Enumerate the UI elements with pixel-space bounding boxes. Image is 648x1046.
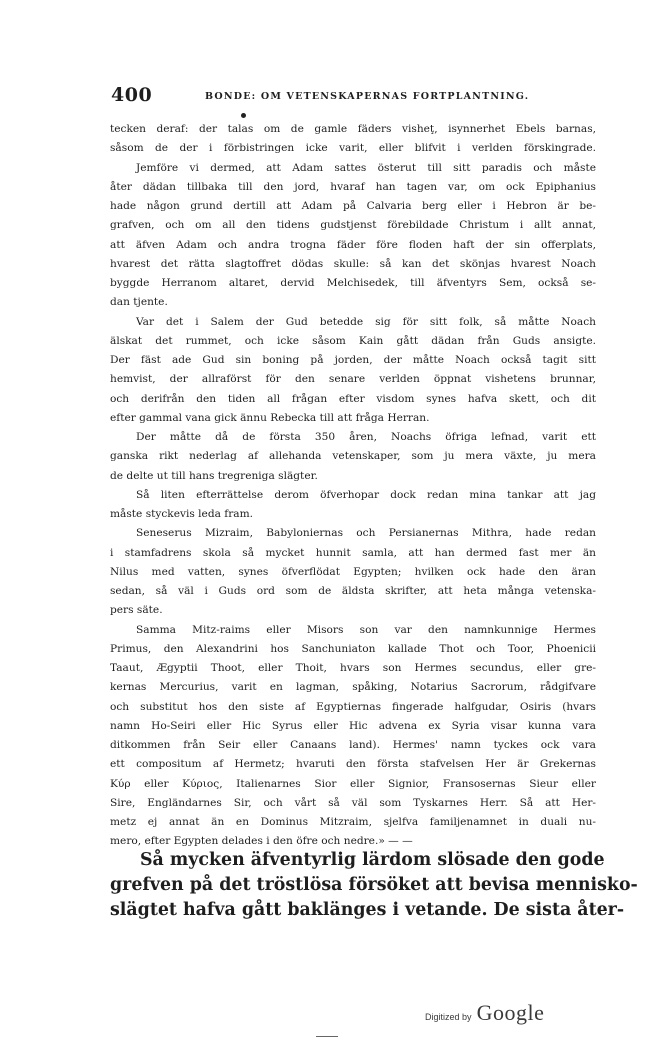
text-line: Samma Mitz-raims eller Misors son var den namnkunnige Hermes — [136, 623, 596, 636]
digitized-watermark — [425, 1000, 544, 1026]
text-line: dan tjente. — [110, 296, 168, 309]
text-line: efter gammal vana gick ännu Rebecka till att fråga Herran. — [110, 411, 430, 424]
text-line: och substitut hos den siste af Egyptiernas fingerade halfgudar, Osiris (hvars — [110, 700, 596, 713]
text-line: de delte ut till hans tregreniga slägter. — [110, 469, 318, 482]
body-paragraph — [110, 848, 638, 923]
text-line: och derifrån den tiden all frågan efter visdom synes hafva skett, och dit — [110, 392, 596, 405]
text-line: åter dädan tillbaka till den jord, hvaraf han tagen var, om ock Epiphanius — [110, 180, 596, 193]
body-line: slägtet hafva gått baklänges i vetande. De sista åter- — [110, 900, 625, 920]
text-line: kernas Mercurius, varit en lagman, spåking, Notarius Sacrorum, rådgifvare — [110, 681, 596, 694]
text-line: mero, efter Egypten delades i den öfre och nedre.» — — — [110, 835, 413, 848]
text-line: metz ej annat än en Dominus Mitzraim, sjelfva familjenamnet in duali nu- — [110, 816, 596, 828]
text-line: Seneserus Mizraim, Babyloniernas och Persianernas Mithra, hade redan — [136, 527, 596, 540]
text-line: Var det i Salem der Gud betedde sig för sitt folk, så måtte Noach — [136, 315, 596, 328]
text-line: Primus, den Alexandrini hos Sanchuniaton kallade Thot och Toor, Phoenicii — [110, 642, 596, 655]
text-line: pers säte. — [110, 604, 163, 617]
text-line: älskat det rummet, och icke såsom Kain gått dädan från Guds ansigte. — [110, 334, 596, 347]
printer-mark-dot — [241, 113, 246, 118]
body-line: Så mycken äfventyrlig lärdom slösade den gode — [140, 850, 605, 870]
text-line: måste styckevis leda fram. — [110, 508, 254, 520]
text-line: Der fäst ade Gud sin boning på jorden, der måtte Noach också tagit sitt — [110, 354, 596, 366]
footer-rule — [316, 1036, 338, 1037]
text-line: sedan, så väl i Guds ord som de äldsta skrifter, att heta många vetenska- — [110, 585, 596, 597]
quote-block — [110, 120, 596, 852]
text-line: ett compositum af Hermetz; hvaruti den första stafvelsen Her är Grekernas — [110, 758, 596, 771]
running-head: BONDE: OM VETENSKAPERNAS FORTPLANTNING. — [205, 91, 530, 102]
text-line: ditkommen från Seir eller Canaans land). Hermes' namn tyckes ock vara — [110, 739, 596, 751]
text-line: Nilus med vatten, synes öfverflödat Egypten; hvilken ock hade den äran — [110, 565, 596, 578]
text-line: Sire, Engländarnes Sir, och vårt så väl som Tyskarnes Herr. Så att Her- — [110, 796, 596, 809]
text-line: ganska rikt nederlag af allehanda vetenskaper, som ju mera växte, ju mera — [110, 450, 596, 463]
text-line: att äfven Adam och andra trogna fäder före floden haft der sin offerplats, — [110, 238, 596, 251]
text-line: namn Ho-Seiri eller Hic Syrus eller Hic advena ex Syria visar kunna vara — [110, 719, 596, 732]
text-line: såsom de der i förbistringen icke varit, eller blifvit i verlden förskingrade. — [110, 142, 596, 155]
text-line: Taaut, Ægyptii Thoot, eller Thoit, hvars son Hermes secundus, eller gre- — [110, 662, 596, 674]
page-number: 400 — [111, 84, 153, 106]
text-line: hemvist, der allraförst för den senare verlden öppnat vishetens brunnar, — [110, 373, 596, 386]
text-line: hade någon grund dertill att Adam på Calvaria berg eller i Hebron är be- — [110, 200, 596, 212]
body-line: grefven på det tröstlösa försöket att bevisa mennisko- — [110, 875, 638, 895]
watermark-prefix: Digitized by — [425, 1012, 472, 1022]
text-line: hvarest det rätta slagtoffret dödas skulle: så kan det skönjas hvarest Noach — [110, 257, 596, 270]
text-line: Κύρ eller Κύριος, Italienarnes Sior eller Signior, Fransosernas Sieur eller — [110, 777, 596, 790]
text-line: tecken deraf: der talas om de gamle fäders visheţ, isynnerhet Ebels barnas, — [110, 123, 596, 135]
text-line: byggde Herranom altaret, dervid Melchisedek, till äfventyrs Sem, också se- — [110, 277, 596, 289]
text-line: Så liten efterrättelse derom öfverhopar dock redan mina tankar att jag — [136, 488, 596, 501]
text-line: Jemföre vi dermed, att Adam sattes österut till sitt paradis och måste — [136, 161, 596, 174]
text-line: grafven, och om all den tidens gudstjenst förebildade Christum i allt annat, — [110, 219, 596, 232]
text-line: i stamfadrens skola så mycket hunnit samla, att han dermed fast mer än — [110, 546, 596, 559]
google-logo: Google — [476, 1000, 545, 1025]
text-line: Der måtte då de första 350 åren, Noachs öfriga lefnad, varit ett — [136, 431, 596, 443]
